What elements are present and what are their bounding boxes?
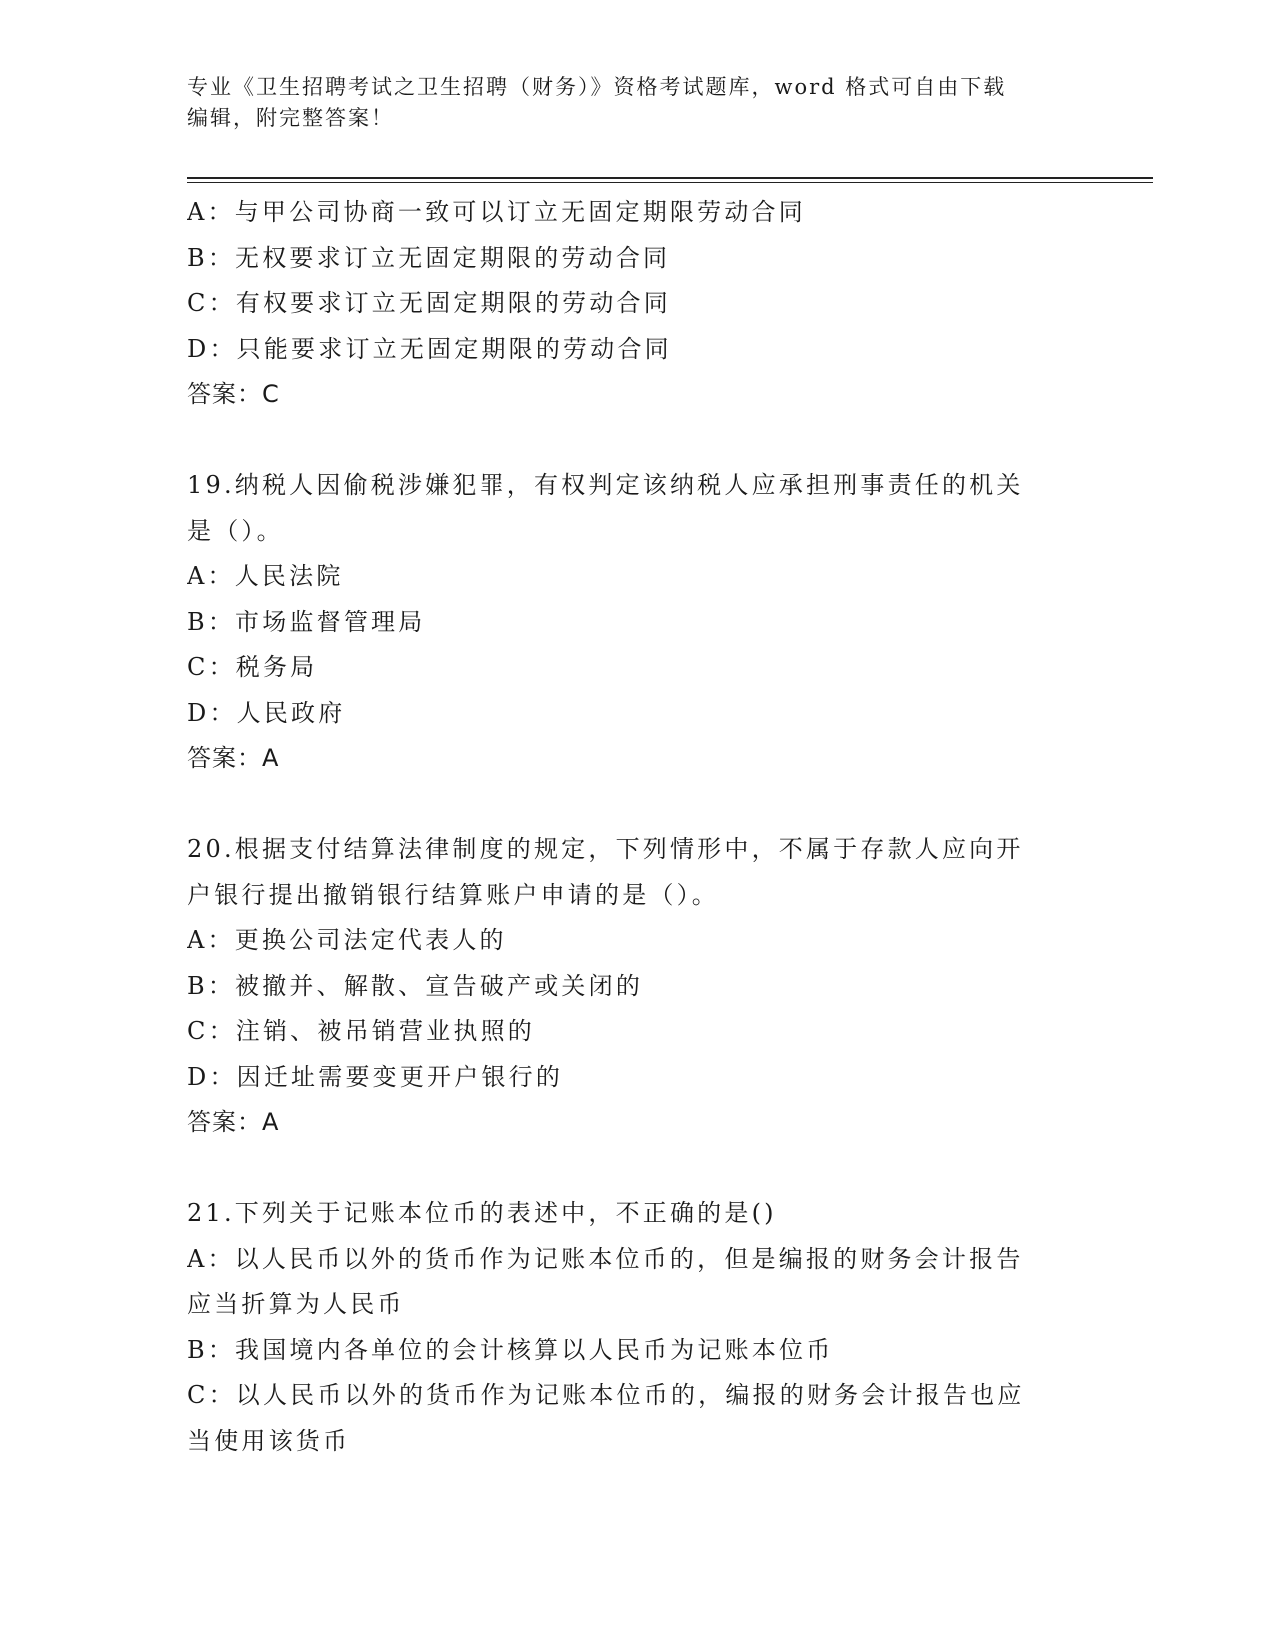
q18-option-b: B：无权要求订立无固定期限的劳动合同 [187,243,671,272]
q21-option-c-line-2: 当使用该货币 [187,1426,351,1455]
q18-answer: 答案：C [187,380,280,408]
document-header [187,72,1087,134]
q21-option-c-line-1: C：以人民币以外的货币作为记账本位币的，编报的财务会计报告也应 [187,1381,1025,1409]
q21-option-b: B：我国境内各单位的会计核算以人民币为记账本位币 [187,1335,834,1364]
header-divider-thick [187,177,1153,179]
q19-option-c: C：税务局 [187,653,318,681]
q19-question-line-1: 19.纳税人因偷税涉嫌犯罪，有权判定该纳税人应承担刑事责任的机关 [187,471,1024,499]
header-divider-thin [187,182,1153,183]
q21-option-a-line-2: 应当折算为人民币 [187,1290,405,1318]
q18-option-d: D：只能要求订立无固定期限的劳动合同 [187,334,672,363]
spacer [187,1146,1087,1192]
question-18 [187,190,1087,418]
spacer [187,782,1087,828]
q20-option-a: A：更换公司法定代表人的 [187,926,507,954]
q19-option-b: B：市场监督管理局 [187,607,426,636]
q20-option-c: C：注销、被吊销营业执照的 [187,1017,535,1045]
q19-option-a: A：人民法院 [187,562,344,590]
q20-question-line-1: 20.根据支付结算法律制度的规定，下列情形中，不属于存款人应向开 [187,835,1024,863]
spacer [187,418,1087,464]
q18-option-c: C：有权要求订立无固定期限的劳动合同 [187,289,671,317]
question-19 [187,463,1087,782]
header-line-2: 编辑，附完整答案！ [187,106,394,130]
q19-answer: 答案：A [187,744,280,772]
q19-question-line-2: 是（）。 [187,516,284,545]
question-21 [187,1191,1087,1464]
header-line-1: 专业《卫生招聘考试之卫生招聘（财务）》资格考试题库，word 格式可自由下载 [187,75,1007,99]
q21-question-line-1: 21.下列关于记账本位币的表述中，不正确的是() [187,1199,777,1227]
q20-option-b: B：被撤并、解散、宣告破产或关闭的 [187,971,644,1000]
q18-option-a: A：与甲公司协商一致可以订立无固定期限劳动合同 [187,198,806,226]
question-list [187,190,1087,1464]
q20-option-d: D：因迁址需要变更开户银行的 [187,1062,564,1091]
q20-question-line-2: 户银行提出撤销银行结算账户申请的是（）。 [187,880,719,909]
q19-option-d: D：人民政府 [187,698,346,727]
q21-option-a-line-1: A：以人民币以外的货币作为记账本位币的，但是编报的财务会计报告 [187,1244,1024,1273]
q20-answer: 答案：A [187,1108,280,1136]
question-20 [187,827,1087,1146]
